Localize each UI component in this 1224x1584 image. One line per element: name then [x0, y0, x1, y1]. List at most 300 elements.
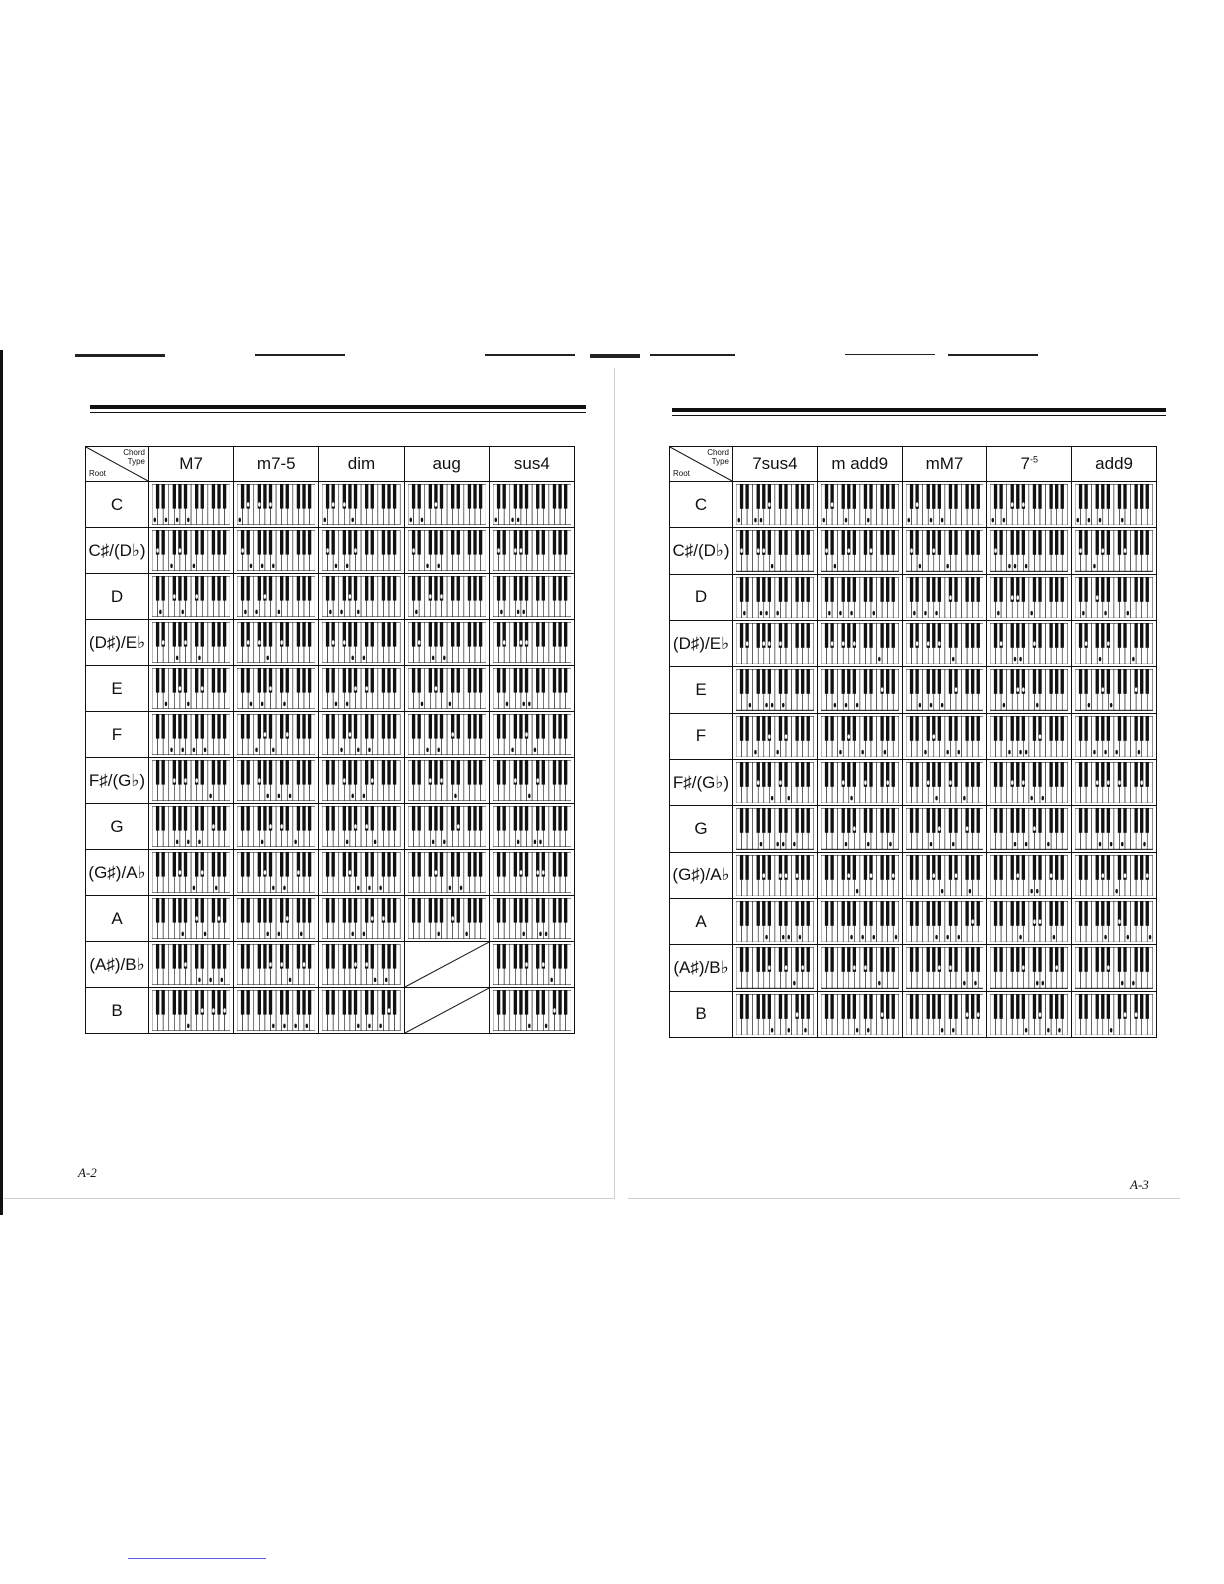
- note-dot: [1107, 780, 1109, 785]
- black-key: [971, 716, 974, 741]
- black-key: [994, 994, 997, 1019]
- black-key: [1135, 947, 1138, 972]
- note-dot: [223, 1008, 225, 1013]
- black-key: [880, 577, 883, 602]
- black-key: [553, 622, 556, 647]
- black-key: [502, 898, 505, 923]
- note-dot: [1116, 750, 1118, 755]
- keyboard-diagram: [237, 898, 315, 939]
- black-key: [1101, 762, 1104, 787]
- note-dot: [374, 978, 376, 983]
- black-key: [332, 806, 335, 831]
- note-dot: [804, 1028, 806, 1033]
- black-key: [258, 806, 261, 831]
- black-key: [247, 760, 250, 785]
- note-dot: [388, 1008, 390, 1013]
- chord-cell: [234, 896, 319, 942]
- black-key: [864, 855, 867, 880]
- black-key: [1124, 484, 1127, 509]
- na-slash-line: [405, 942, 489, 987]
- black-key: [382, 760, 385, 785]
- note-dot: [162, 640, 164, 645]
- note-dot: [522, 702, 524, 707]
- note-dot: [1034, 827, 1036, 832]
- keyboard-diagram: [493, 576, 571, 617]
- note-dot: [173, 778, 175, 783]
- black-key: [976, 762, 979, 787]
- table-row: [670, 574, 1157, 620]
- note-dot: [768, 966, 770, 971]
- black-key: [1135, 808, 1138, 833]
- note-dot: [1039, 734, 1041, 739]
- black-key: [1061, 901, 1064, 926]
- black-key: [948, 855, 951, 880]
- note-dot: [918, 703, 920, 708]
- keyboard-diagram: [736, 855, 814, 896]
- black-key: [451, 530, 454, 555]
- keyboard-diagram: [322, 852, 400, 893]
- black-key: [258, 576, 261, 601]
- note-dot: [768, 641, 770, 646]
- note-dot: [1031, 611, 1033, 616]
- note-dot: [181, 748, 183, 753]
- note-dot: [927, 641, 929, 646]
- note-dot: [363, 656, 365, 661]
- black-key: [1124, 716, 1127, 741]
- black-key: [1101, 716, 1104, 741]
- black-key: [541, 990, 544, 1015]
- note-dot: [940, 518, 942, 523]
- black-key: [280, 530, 283, 555]
- black-key: [393, 668, 396, 693]
- black-key: [762, 808, 765, 833]
- chord-cell: [489, 574, 574, 620]
- black-key: [1096, 808, 1099, 833]
- black-key: [1118, 947, 1121, 972]
- note-dot: [357, 1024, 359, 1029]
- black-key: [948, 530, 951, 555]
- black-key: [1033, 484, 1036, 509]
- black-key: [297, 898, 300, 923]
- black-key: [1101, 577, 1104, 602]
- keyboard-diagram: [408, 714, 486, 755]
- black-key: [880, 855, 883, 880]
- black-key: [513, 576, 516, 601]
- black-key: [1033, 855, 1036, 880]
- black-key: [740, 808, 743, 833]
- black-key: [807, 530, 810, 555]
- note-dot: [369, 748, 371, 753]
- black-key: [326, 622, 329, 647]
- keyboard-diagram: [408, 484, 486, 525]
- note-dot: [1116, 889, 1118, 894]
- keyboard-diagram: [322, 576, 400, 617]
- black-key: [178, 806, 181, 831]
- black-key: [795, 623, 798, 648]
- keyboard-diagram: [322, 898, 400, 939]
- black-key: [1079, 855, 1082, 880]
- col-header-aug: aug: [404, 447, 489, 482]
- black-key: [451, 484, 454, 509]
- black-key: [217, 576, 220, 601]
- black-key: [536, 622, 539, 647]
- black-key: [886, 530, 889, 555]
- black-key: [439, 622, 442, 647]
- keyboard-diagram: [152, 576, 230, 617]
- note-dot: [785, 734, 787, 739]
- black-key: [536, 484, 539, 509]
- black-key: [308, 852, 311, 877]
- note-dot: [924, 611, 926, 616]
- root-cell: B: [670, 991, 733, 1037]
- black-key: [497, 852, 500, 877]
- note-dot: [528, 1024, 530, 1029]
- corner-root-label: Root: [89, 469, 106, 478]
- black-key: [513, 990, 516, 1015]
- root-cell: (A♯)/B♭: [670, 945, 733, 991]
- black-key: [564, 484, 567, 509]
- black-key: [195, 714, 198, 739]
- keyboard-diagram: [736, 762, 814, 803]
- black-key: [411, 484, 414, 509]
- black-key: [976, 530, 979, 555]
- note-dot: [1011, 780, 1013, 785]
- black-key: [915, 994, 918, 1019]
- note-dot: [539, 932, 541, 937]
- black-key: [886, 669, 889, 694]
- black-key: [553, 576, 556, 601]
- chord-cell: [319, 666, 404, 712]
- corner-chord-type-label: [123, 448, 145, 466]
- black-key: [779, 901, 782, 926]
- black-key: [852, 762, 855, 787]
- black-key: [847, 669, 850, 694]
- black-key: [393, 576, 396, 601]
- note-dot: [525, 640, 527, 645]
- col-header-dim: dim: [319, 447, 404, 482]
- black-key: [926, 484, 929, 509]
- black-key: [286, 530, 289, 555]
- note-dot: [779, 873, 781, 878]
- chord-cell: [987, 574, 1072, 620]
- black-key: [212, 760, 215, 785]
- black-key: [354, 714, 357, 739]
- keyboard-diagram: [493, 760, 571, 801]
- black-key: [382, 944, 385, 969]
- black-key: [553, 760, 556, 785]
- table-row: [670, 667, 1157, 713]
- black-key: [1085, 530, 1088, 555]
- black-key: [173, 806, 176, 831]
- table-row: [86, 574, 575, 620]
- chord-cell: [404, 666, 489, 712]
- black-key: [891, 901, 894, 926]
- note-dot: [173, 594, 175, 599]
- black-key: [212, 898, 215, 923]
- black-key: [891, 484, 894, 509]
- black-key: [201, 944, 204, 969]
- black-key: [1000, 994, 1003, 1019]
- black-key: [525, 898, 528, 923]
- black-key: [308, 990, 311, 1015]
- note-dot: [940, 889, 942, 894]
- note-dot: [409, 518, 411, 523]
- black-key: [195, 530, 198, 555]
- black-key: [497, 622, 500, 647]
- note-dot: [847, 549, 849, 554]
- note-dot: [992, 518, 994, 523]
- black-key: [971, 762, 974, 787]
- note-dot: [448, 886, 450, 891]
- note-dot: [938, 827, 940, 832]
- note-dot: [754, 750, 756, 755]
- note-dot: [346, 702, 348, 707]
- note-dot: [785, 873, 787, 878]
- black-key: [564, 622, 567, 647]
- black-key: [212, 576, 215, 601]
- black-key: [1135, 530, 1138, 555]
- black-key: [156, 990, 159, 1015]
- black-key: [388, 852, 391, 877]
- root-cell: C: [86, 482, 149, 528]
- black-key: [354, 622, 357, 647]
- note-dot: [785, 966, 787, 971]
- chord-cell: [733, 759, 818, 805]
- black-key: [212, 668, 215, 693]
- black-key: [467, 760, 470, 785]
- note-dot: [1009, 564, 1011, 569]
- black-key: [994, 901, 997, 926]
- black-key: [965, 669, 968, 694]
- note-dot: [267, 932, 269, 937]
- black-key: [525, 852, 528, 877]
- black-key: [371, 714, 374, 739]
- black-key: [519, 990, 522, 1015]
- note-dot: [952, 1028, 954, 1033]
- black-key: [891, 808, 894, 833]
- header-rule-thin: [90, 412, 586, 413]
- black-key: [1135, 623, 1138, 648]
- black-key: [241, 668, 244, 693]
- black-key: [541, 760, 544, 785]
- note-dot: [242, 548, 244, 553]
- black-key: [332, 944, 335, 969]
- note-dot: [258, 640, 260, 645]
- black-key: [1050, 669, 1053, 694]
- black-key: [303, 622, 306, 647]
- black-key: [497, 714, 500, 739]
- black-key: [1085, 716, 1088, 741]
- black-key: [965, 901, 968, 926]
- black-key: [541, 530, 544, 555]
- black-key: [807, 716, 810, 741]
- black-key: [156, 622, 159, 647]
- black-key: [156, 714, 159, 739]
- black-key: [1096, 994, 1099, 1019]
- note-dot: [346, 840, 348, 845]
- black-key: [926, 901, 929, 926]
- black-key: [948, 994, 951, 1019]
- black-key: [308, 760, 311, 785]
- black-key: [1146, 716, 1149, 741]
- black-key: [354, 852, 357, 877]
- black-key: [1085, 901, 1088, 926]
- black-key: [263, 898, 266, 923]
- note-dot: [938, 966, 940, 971]
- chord-cell: [733, 991, 818, 1037]
- chord-cell: [987, 806, 1072, 852]
- black-key: [891, 947, 894, 972]
- root-cell: G: [670, 806, 733, 852]
- black-key: [502, 714, 505, 739]
- note-dot: [303, 962, 305, 967]
- note-dot: [932, 873, 934, 878]
- black-key: [762, 577, 765, 602]
- note-dot: [793, 981, 795, 986]
- black-key: [201, 714, 204, 739]
- note-dot: [536, 870, 538, 875]
- keyboard-diagram: [493, 530, 571, 571]
- note-dot: [184, 640, 186, 645]
- black-key: [263, 668, 266, 693]
- note-dot: [1110, 1028, 1112, 1033]
- black-key: [1096, 484, 1099, 509]
- chord-cell: [1072, 898, 1157, 944]
- note-dot: [525, 732, 527, 737]
- black-key: [1039, 808, 1042, 833]
- keyboard-diagram: [152, 484, 230, 525]
- black-key: [371, 990, 374, 1015]
- black-key: [349, 668, 352, 693]
- black-key: [740, 669, 743, 694]
- chord-cell: [489, 620, 574, 666]
- col-header-base: m add9: [831, 454, 889, 473]
- col-header-base: mM7: [925, 454, 964, 473]
- black-key: [852, 669, 855, 694]
- black-key: [247, 806, 250, 831]
- black-key: [519, 898, 522, 923]
- black-key: [1135, 855, 1138, 880]
- black-key: [286, 990, 289, 1015]
- black-key: [1000, 577, 1003, 602]
- black-key: [513, 852, 516, 877]
- black-key: [365, 898, 368, 923]
- root-cell: A: [670, 898, 733, 944]
- corner-cell: [86, 447, 149, 482]
- black-key: [1000, 484, 1003, 509]
- black-key: [1033, 716, 1036, 741]
- keyboard-diagram: [736, 669, 814, 710]
- keyboard-diagram: [736, 530, 814, 571]
- table-row: [670, 713, 1157, 759]
- note-dot: [872, 935, 874, 940]
- note-dot: [782, 842, 784, 847]
- keyboard-diagram: [1075, 484, 1153, 525]
- note-dot: [505, 702, 507, 707]
- black-key: [184, 668, 187, 693]
- note-dot: [757, 549, 759, 554]
- black-key: [553, 484, 556, 509]
- black-key: [263, 622, 266, 647]
- note-dot: [343, 502, 345, 507]
- black-key: [286, 944, 289, 969]
- black-key: [1017, 623, 1020, 648]
- note-dot: [371, 778, 373, 783]
- note-dot: [154, 518, 156, 523]
- na-slash: [405, 942, 489, 987]
- note-dot: [763, 641, 765, 646]
- black-key: [1022, 577, 1025, 602]
- black-key: [286, 668, 289, 693]
- keyboard-diagram: [237, 990, 315, 1031]
- note-dot: [1050, 873, 1052, 878]
- chord-cell: [1072, 667, 1157, 713]
- note-dot: [156, 548, 158, 553]
- keyboard-diagram: [1075, 623, 1153, 664]
- black-key: [1050, 716, 1053, 741]
- black-key: [513, 806, 516, 831]
- black-key: [1118, 716, 1121, 741]
- black-key: [801, 762, 804, 787]
- note-dot: [187, 1024, 189, 1029]
- black-key: [768, 577, 771, 602]
- note-dot: [889, 842, 891, 847]
- black-key: [456, 484, 459, 509]
- chord-cell: [319, 758, 404, 804]
- black-key: [371, 944, 374, 969]
- note-dot: [341, 610, 343, 615]
- black-key: [784, 484, 787, 509]
- black-key: [1118, 577, 1121, 602]
- black-key: [280, 990, 283, 1015]
- black-key: [553, 852, 556, 877]
- black-key: [184, 898, 187, 923]
- black-key: [965, 530, 968, 555]
- keyboard-diagram: [821, 484, 899, 525]
- black-key: [212, 622, 215, 647]
- black-key: [280, 714, 283, 739]
- keyboard-diagram: [1075, 762, 1153, 803]
- black-key: [354, 484, 357, 509]
- chord-cell: [733, 806, 818, 852]
- note-dot: [1110, 842, 1112, 847]
- black-key: [497, 576, 500, 601]
- note-dot: [743, 611, 745, 616]
- black-key: [869, 577, 872, 602]
- black-key: [745, 855, 748, 880]
- black-key: [513, 714, 516, 739]
- black-key: [382, 806, 385, 831]
- black-key: [1017, 762, 1020, 787]
- black-key: [847, 577, 850, 602]
- black-key: [173, 898, 176, 923]
- note-dot: [940, 703, 942, 708]
- black-key: [439, 484, 442, 509]
- black-key: [994, 669, 997, 694]
- note-dot: [283, 702, 285, 707]
- black-key: [564, 806, 567, 831]
- black-key: [428, 714, 431, 739]
- black-key: [932, 808, 935, 833]
- black-key: [326, 760, 329, 785]
- keyboard-diagram: [990, 716, 1068, 757]
- note-dot: [1099, 842, 1101, 847]
- root-cell: (G♯)/A♭: [670, 852, 733, 898]
- black-key: [354, 760, 357, 785]
- black-key: [478, 806, 481, 831]
- black-key: [428, 806, 431, 831]
- black-key: [852, 901, 855, 926]
